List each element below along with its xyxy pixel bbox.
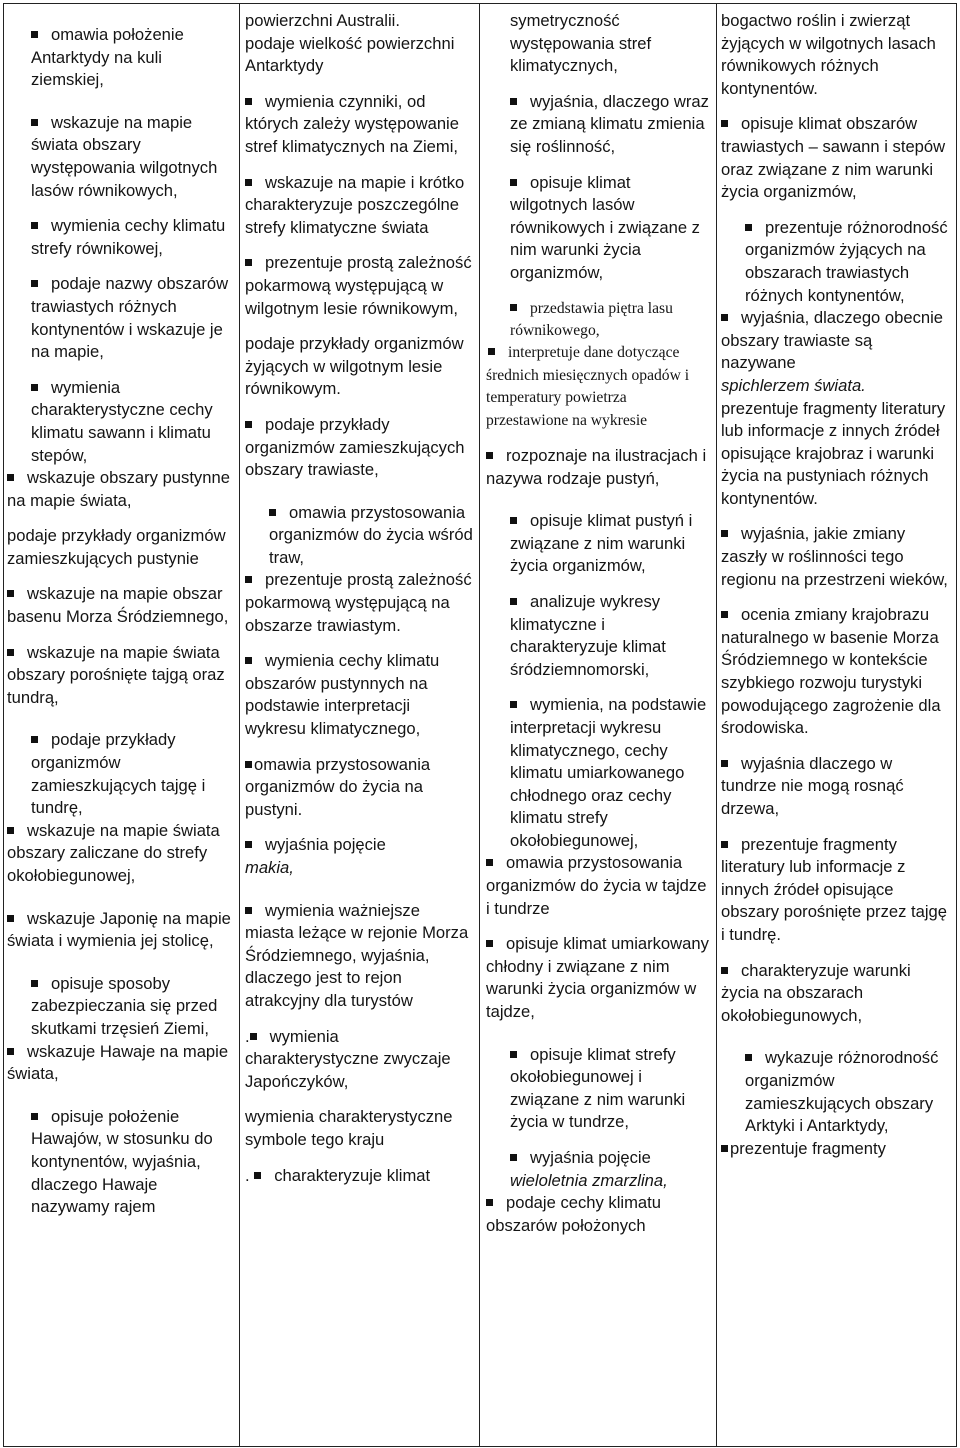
bullet-icon [254,1172,261,1179]
bullet-icon [31,119,38,126]
bullet-icon [488,348,495,355]
list-item: podaje cechy klimatu obszarów położonych [486,1193,661,1235]
list-item: wymienia czynniki, od których zależy występowanie stref klimatycznych na Ziemi, [245,91,459,156]
list-item: . charakteryzuje klimat [245,1165,431,1185]
list-item: wyjaśnia pojęcie wieloletnia zmarzlina, [510,1148,668,1190]
bullet-icon [31,31,38,38]
list-item: wskazuje na mapie świata obszary występowania wilgotnych lasów równikowych, [31,112,218,200]
list-item: omawia przystosowania organizmów do życia na pustyni. [245,754,431,819]
list-item: powierzchni Australii. [245,11,400,30]
bullet-icon [7,827,14,834]
bullet-icon [486,940,493,947]
list-item: wymienia cechy klimatu obszarów pustynnych na podstawie interpretacji wykresu klimatycznego, [245,651,440,739]
table-column-4 [717,4,955,1446]
bullet-icon [269,509,276,516]
bullet-icon [245,98,252,105]
bullet-icon [245,179,252,186]
bullet-icon [245,841,252,848]
bullet-icon [486,452,493,459]
list-item: wskazuje obszary pustynne na mapie świata, [7,468,230,510]
list-item: wykazuje różnorodność organizmów zamieszkujących obszary Arktyki i Antarktydy, [745,1048,939,1136]
bullet-icon [486,859,493,866]
list-item: wskazuje na mapie świata obszary zaliczane do strefy okołobiegunowej, [7,820,220,885]
requirements-table [3,3,957,1447]
bullet-icon [31,384,38,391]
list-item: prezentuje fragmenty [721,1138,949,1161]
bullet-icon [721,611,728,618]
table-column-1 [4,4,240,1446]
list-item: podaje przykłady organizmów zamieszkujących pustynie [7,526,226,568]
list-item: symetryczność występowania stref klimatycznych, [510,11,652,76]
bullet-icon [510,98,517,105]
list-item: prezentuje różnorodność organizmów żyjących na obszarach trawiastych różnych kontynentów, [745,217,948,305]
bullet-icon [31,280,38,287]
bullet-icon [31,980,38,987]
bullet-icon [510,701,517,708]
bullet-icon [721,760,728,767]
list-item: wymienia charakterystyczne cechy klimatu sawann i klimatu stepów, [31,377,213,465]
bullet-icon [745,224,752,231]
bullet-icon [31,1113,38,1120]
list-item: prezentuje fragmenty literatury lub informacje z innych źródeł opisujące obszary porośnięte przez tajgę i tundrę. [721,834,947,944]
list-item: wskazuje Hawaje na mapie świata, [7,1041,229,1084]
bullet-icon [7,590,14,597]
bullet-icon [7,474,14,481]
list-item: wymienia, na podstawie interpretacji wykresu klimatycznego, cechy klimatu umiarkowanego chłodnego oraz cechy klimatu strefy okołobiegunowej, [510,695,707,850]
bullet-icon [245,657,252,664]
bullet-icon [510,517,517,524]
bullet-icon [510,598,517,605]
bullet-icon [510,304,517,311]
list-item: opisuje klimat wilgotnych lasów równikowych i związane z nim warunki życia organizmów, [510,172,700,282]
list-item: wyjaśnia, dlaczego wraz ze zmianą klimatu zmienia się roślinność, [510,91,709,156]
list-item: przedstawia piętra lasu równikowego, [510,299,673,339]
bullet-icon [245,576,252,583]
bullet-icon [510,179,517,186]
list-item: opisuje klimat pustyń i związane z nim warunki życia organizmów, [510,511,693,576]
bullet-icon [31,736,38,743]
bullet-icon [245,907,252,914]
bullet-icon [7,649,14,656]
list-item: interpretuje dane dotyczące średnich miesięcznych opadów i temperatury powietrza przestawione na wykresie [486,344,690,429]
list-item: opisuje klimat umiarkowany chłodny i związane z nim warunki życia organizmów w tajdze, [486,934,709,1022]
list-item: wyjaśnia pojęcie makia, [245,835,386,877]
table-column-2 [240,4,480,1446]
list-item: omawia położenie Antarktydy na kuli ziemskiej, [31,25,184,90]
bullet-icon [721,530,728,537]
bullet-icon [721,120,728,127]
list-item: wskazuje na mapie i krótko charakteryzuje poszczególne strefy klimatyczne świata [245,172,465,237]
list-item: podaje wielkość powierzchni Antarktydy [245,33,455,76]
bullet-icon [7,1048,14,1055]
bullet-icon [510,1154,517,1161]
list-item: wskazuje na mapie świata obszary porośnięte tajgą oraz tundrą, [7,642,225,707]
list-item: wskazuje na mapie obszar basenu Morza Śródziemnego, [7,584,229,627]
bullet-icon [245,761,252,768]
list-item: omawia przystosowania organizmów do życia wśród traw, [269,502,473,567]
bullet-icon [721,314,728,321]
bullet-icon [721,841,728,848]
list-item: rozpoznaje na ilustracjach i nazywa rodzaje pustyń, [486,445,707,488]
bullet-icon [745,1054,752,1061]
list-item: wymienia cechy klimatu strefy równikowej, [31,216,226,258]
bullet-icon [7,915,14,922]
list-item: wyjaśnia, jakie zmiany zaszły w roślinności tego regionu na przestrzeni wieków, [721,524,948,589]
bullet-icon [250,1033,257,1040]
bullet-icon [510,1051,517,1058]
bullet-icon [31,222,38,229]
list-item: wymienia ważniejsze miasta leżące w rejonie Morza Śródziemnego, wyjaśnia, dlaczego jest to rejon atrakcyjny dla turystów [245,900,469,1010]
list-item: podaje przykłady organizmów żyjących w wilgotnym lesie równikowym. [245,334,464,399]
list-item: opisuje położenie Hawajów, w stosunku do kontynentów, wyjaśnia, dlaczego Hawaje nazywamy rajem [31,1106,213,1217]
list-item: bogactwo roślin i zwierząt żyjących w wilgotnych lasach równikowych różnych kontynentów. [721,11,936,98]
list-item: wyjaśnia dlaczego w tundrze nie mogą rosnąć drzewa, [721,753,904,818]
list-item: prezentuje prostą zależność pokarmową występującą na obszarze trawiastym. [245,570,472,635]
list-item: analizuje wykresy klimatyczne i charakteryzuje klimat śródziemnomorski, [510,591,666,679]
list-item: opisuje klimat strefy okołobiegunowej i związane z nim warunki życia w tundrze, [510,1044,686,1132]
list-item: . wymienia charakterystyczne zwyczaje Japończyków, [245,1026,451,1091]
bullet-icon [245,421,252,428]
list-item: wskazuje Japonię na mapie świata i wymienia jej stolicę, [7,908,231,951]
bullet-icon [721,1145,728,1152]
list-item: opisuje sposoby zabezpieczania się przed skutkami trzęsień Ziemi, [31,973,218,1038]
list-item: prezentuje fragmenty literatury lub informacje z innych źródeł opisujące krajobraz i warunki życia na pustyniach różnych kontynentów. [721,398,946,508]
list-item: podaje nazwy obszarów trawiastych różnych kontynentów i wskazuje je na mapie, [31,274,229,362]
list-item: opisuje klimat obszarów trawiastych – sawann i stepów oraz związane z nim warunki życia organizmów, [721,114,946,202]
list-item: podaje przykłady organizmów zamieszkujących tajgę i tundrę, [31,730,206,818]
bullet-icon [245,259,252,266]
list-item: charakteryzuje warunki życia na obszarach okołobiegunowych, [721,960,911,1025]
table-column-3 [480,4,717,1446]
bullet-icon [721,967,728,974]
bullet-icon [486,1199,493,1206]
list-item: omawia przystosowania organizmów do życia w tajdze i tundrze [486,853,707,918]
list-item: ocenia zmiany krajobrazu naturalnego w basenie Morza Śródziemnego w kontekście szybkiego rozwoju turystyki powodującego zagrożenie dla środowiska. [721,605,941,738]
list-item: prezentuje prostą zależność pokarmową występującą w wilgotnym lesie równikowym, [245,253,472,318]
list-item: wyjaśnia, dlaczego obecnie obszary trawiaste są nazywane spichlerzem świata. [721,308,944,395]
list-item: wymienia charakterystyczne symbole tego kraju [245,1107,453,1149]
list-item: podaje przykłady organizmów zamieszkujących obszary trawiaste, [245,414,465,480]
